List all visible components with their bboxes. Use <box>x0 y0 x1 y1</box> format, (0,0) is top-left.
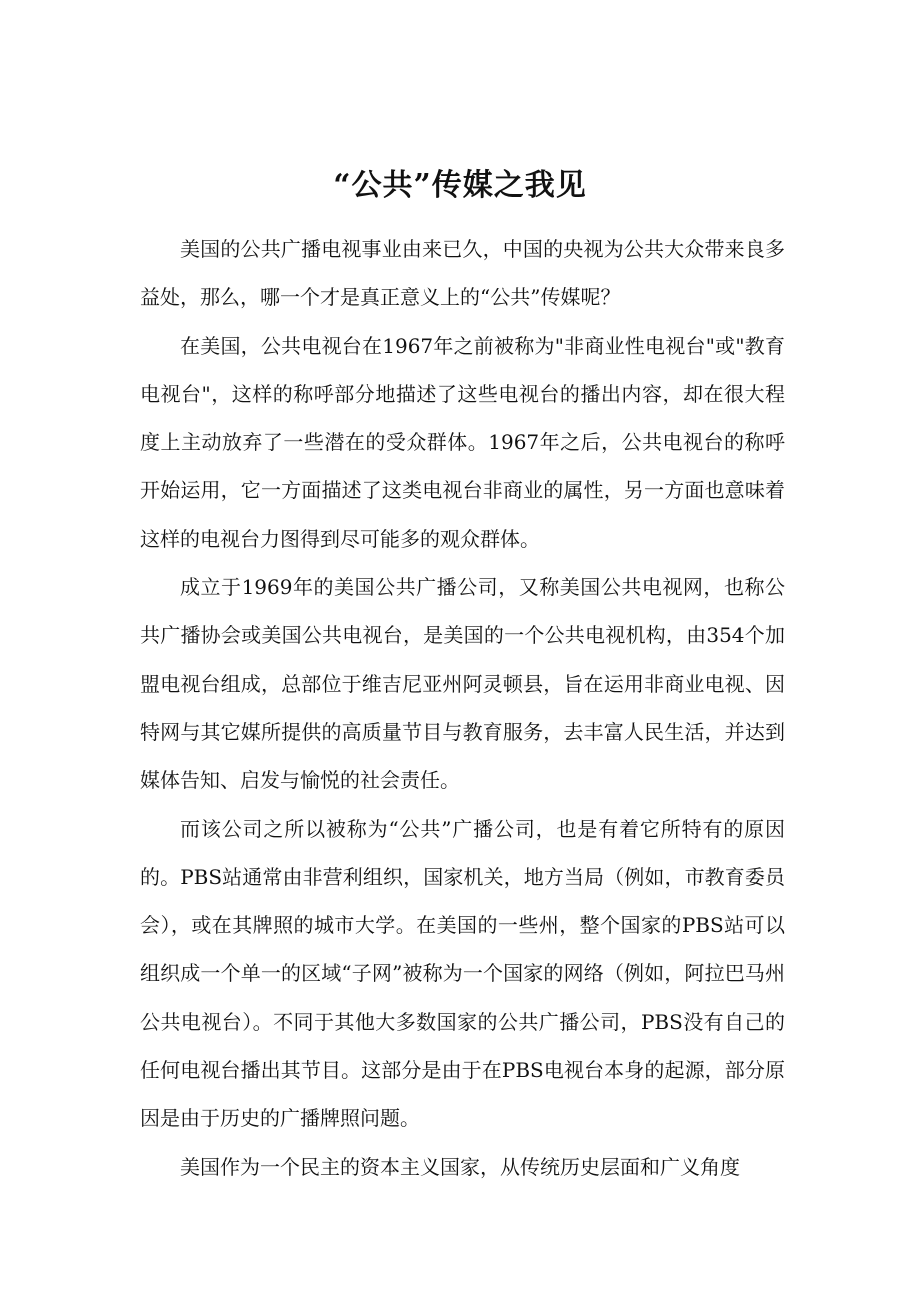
paragraph-2: 在美国，公共电视台在1967年之前被称为"非商业性电视台"或"教育电视台"，这样的称呼部分地描述了这些电视台的播出内容，却在很大程度上主动放弃了一些潜在的受众群体。1967年之后，公共电视台的称呼开始运用，它一方面描述了这类电视台非商业的属性，另一方面也意味着这样的电视台力图得到尽可能多的观众群体。 <box>140 333 785 551</box>
document-title: “公共”传媒之我见 <box>333 168 587 204</box>
paragraph-4: 而该公司之所以被称为“公共”广播公司，也是有着它所特有的原因的。PBS站通常由非营利组织，国家机关，地方当局（例如，市教育委员会），或在其牌照的城市大学。在美国的一些州，整个国家的PBS站可以组织成一个单一的区域“子网”被称为一个国家的网络（例如，阿拉巴马州公共电视台）。不同于其他大多数国家的公共广播公司，PBS没有自己的任何电视台播出其节目。这部分是由于在PBS电视台本身的起源，部分原因是由于历史的广播牌照问题。 <box>140 816 785 1131</box>
document-body <box>140 225 785 1191</box>
paragraph-1: 美国的公共广播电视事业由来已久，中国的央视为公共大众带来良多益处，那么，哪一个才是真正意义上的“公共”传媒呢？ <box>140 237 785 310</box>
paragraph-5: 美国作为一个民主的资本主义国家，从传统历史层面和广义角度 <box>180 1154 740 1179</box>
paragraph-3: 成立于1969年的美国公共广播公司，又称美国公共电视网，也称公共广播协会或美国公共电视台，是美国的一个公共电视机构，由354个加盟电视台组成，总部位于维吉尼亚州阿灵顿县，旨在运用非商业电视、因特网与其它媒所提供的高质量节目与教育服务，去丰富人民生活，并达到媒体告知、启发与愉悦的社会责任。 <box>140 575 785 793</box>
